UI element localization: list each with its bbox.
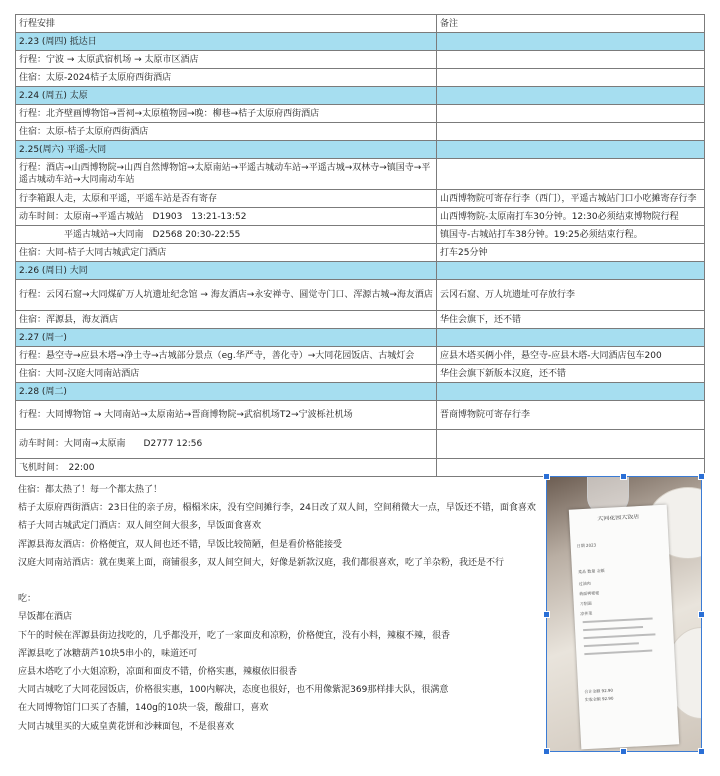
itinerary-table: [15, 14, 705, 477]
note-line[interactable]: 大同古城里买的大威皇黄花饼和沙棘面包，不是很喜欢: [18, 721, 235, 732]
remarks-cell[interactable]: 云冈石窟、万人坑遗址可存放行李: [437, 280, 705, 311]
note-line[interactable]: 在大同博物馆门口买了杏脯，140g的10块一袋，酸甜口，喜欢: [18, 703, 269, 714]
table-row: [16, 430, 705, 459]
resize-handle[interactable]: [543, 473, 550, 480]
receipt-line: 过油肉: [578, 580, 591, 587]
receipt-line: 刀削面: [579, 600, 592, 607]
remarks-cell[interactable]: [437, 105, 705, 123]
remarks-cell[interactable]: 镇国寺-古城站打车38分钟。19:25必须结束行程。: [437, 226, 705, 244]
itinerary-cell[interactable]: 行李箱跟人走，太原和平遥，平遥车站是否有寄存: [16, 190, 437, 208]
note-line[interactable]: 早饭都在酒店: [18, 612, 73, 623]
itinerary-cell[interactable]: 行程：大同博物馆 → 大同南站→太原南站→晋商博物院→武宿机场T2→宁波栎社机场: [16, 401, 437, 430]
note-line[interactable]: 桔子大同古城武定门酒店：双人间空间大很多，早饭面食喜欢: [18, 521, 262, 532]
table-row: [16, 244, 705, 262]
remarks-cell[interactable]: [437, 87, 705, 105]
receipt-paper: [569, 505, 679, 750]
remarks-cell[interactable]: [437, 69, 705, 87]
receipt-line: 实收金额 92.90: [584, 695, 614, 703]
remarks-cell[interactable]: [437, 141, 705, 159]
note-line[interactable]: 应县木塔吃了小大姐凉粉，凉面和面皮不错，价格实惠，辣椒依旧很香: [18, 667, 298, 677]
itinerary-cell[interactable]: 行程：云冈石窟→大同煤矿万人坑遗址纪念馆 → 海友酒店→永安禅寺、圆觉寺门口、浑源古城→海友酒店: [16, 280, 437, 311]
receipt-rule: [583, 617, 653, 623]
itinerary-cell[interactable]: 动车时间：太原南→平遥古城站 D1903 13:21-13:52: [16, 208, 437, 226]
receipt-line: 合计金额 92.90: [584, 687, 614, 695]
table-row: [16, 280, 705, 311]
remarks-cell[interactable]: 晋商博物院可寄存行李: [437, 401, 705, 430]
itinerary-cell[interactable]: 2.25(周六) 平遥-大同: [16, 141, 437, 159]
itinerary-cell[interactable]: 飞机时间： 22:00: [16, 459, 437, 477]
note-line[interactable]: 住宿：都太热了！每一个都太热了！: [18, 485, 163, 495]
resize-handle[interactable]: [620, 748, 627, 755]
header-remarks[interactable]: 备注: [437, 15, 705, 33]
itinerary-cell[interactable]: 平遥古城站→大同南 D2568 20:30-22:55: [16, 226, 437, 244]
note-line[interactable]: 浑源县海友酒店：价格便宜，双人间也还不错，早饭比较简陋，但是看价格能接受: [18, 539, 343, 550]
receipt-rule: [583, 626, 643, 631]
itinerary-cell[interactable]: 住宿：太原-2024桔子太原府西街酒店: [16, 69, 437, 87]
note-line[interactable]: 桔子太原府西街酒店：23日住的亲子房，榻榻米床，没有空间摊行李，24日改了双人间，空间稍微大一点，早饭还不错，面食喜欢: [18, 503, 536, 514]
itinerary-cell[interactable]: 住宿：浑源县，海友酒店: [16, 311, 437, 329]
remarks-cell[interactable]: [437, 383, 705, 401]
itinerary-cell[interactable]: 行程：宁波 → 太原武宿机场 → 太原市区酒店: [16, 51, 437, 69]
note-line[interactable]: 下午的时候在浑源县街边找吃的，几乎都没开，吃了一家面皮和凉粉，价格便宜，没有小料，辣椒不辣，很香: [18, 630, 451, 641]
remarks-cell[interactable]: [437, 262, 705, 280]
remarks-cell[interactable]: 华住会旗下，还不错: [437, 311, 705, 329]
resize-handle[interactable]: [698, 748, 705, 755]
receipt-image[interactable]: [546, 476, 702, 752]
receipt-photo: [547, 477, 701, 751]
resize-handle[interactable]: [620, 473, 627, 480]
remarks-cell[interactable]: [437, 159, 705, 190]
table-row: [16, 365, 705, 383]
remarks-cell[interactable]: [437, 459, 705, 477]
remarks-cell[interactable]: [437, 51, 705, 69]
day-header-row: [16, 87, 705, 105]
itinerary-cell[interactable]: 住宿：大同-桔子大同古城武定门酒店: [16, 244, 437, 262]
remarks-cell[interactable]: [437, 329, 705, 347]
table-row: [16, 69, 705, 87]
itinerary-cell[interactable]: 行程：悬空寺→应县木塔→净土寺→古城部分景点（eg.华严寺，善化寺）→大同花园饭店、古城灯会: [16, 347, 437, 365]
resize-handle[interactable]: [543, 611, 550, 618]
resize-handle[interactable]: [698, 611, 705, 618]
table-row: [16, 347, 705, 365]
receipt-line: 凉拌菜: [580, 610, 593, 617]
remarks-cell[interactable]: 华住会旗下新版本汉庭，还不错: [437, 365, 705, 383]
itinerary-cell[interactable]: 2.27 (周一): [16, 329, 437, 347]
itinerary-cell[interactable]: 行程：北齐壁画博物馆→晋祠→太原植物园→晚：柳巷→桔子太原府西街酒店: [16, 105, 437, 123]
table-header-row: [16, 15, 705, 33]
itinerary-cell[interactable]: 动车时间：大同南→太原南 D2777 12:56: [16, 430, 437, 459]
remarks-cell[interactable]: 应县木塔买俩小伴，悬空寺-应县木塔-大同酒店包车200: [437, 347, 705, 365]
itinerary-cell[interactable]: 2.24 (周五) 太原: [16, 87, 437, 105]
itinerary-cell[interactable]: 住宿：太原-桔子太原府西街酒店: [16, 123, 437, 141]
receipt-line: 菜品 数量 金额: [577, 567, 605, 575]
table-row: [16, 311, 705, 329]
table-row: [16, 190, 705, 208]
note-line[interactable]: 吃：: [18, 594, 37, 605]
resize-handle[interactable]: [698, 473, 705, 480]
remarks-cell[interactable]: 打车25分钟: [437, 244, 705, 262]
remarks-cell[interactable]: 山西博物院可寄存行李（西门），平遥古城站门口小吃摊寄存行李: [437, 190, 705, 208]
receipt-rule: [583, 633, 655, 639]
day-header-row: [16, 262, 705, 280]
table-row: [16, 105, 705, 123]
receipt-line: 莜面栲栳栳: [579, 590, 600, 597]
itinerary-cell[interactable]: 2.26 (周日) 大同: [16, 262, 437, 280]
day-header-row: [16, 329, 705, 347]
note-line[interactable]: 浑源县吃了冰糖葫芦10块5串小的，味道还可: [18, 648, 198, 659]
receipt-line: 日期 2023: [576, 542, 597, 549]
table-row: [16, 123, 705, 141]
remarks-cell[interactable]: [437, 430, 705, 459]
receipt-title: 大同花园大饭店: [597, 513, 640, 523]
remarks-cell[interactable]: [437, 33, 705, 51]
table-row: [16, 226, 705, 244]
itinerary-cell[interactable]: 住宿：大同-汉庭大同南站酒店: [16, 365, 437, 383]
remarks-cell[interactable]: [437, 123, 705, 141]
table-row: [16, 159, 705, 190]
receipt-rule: [584, 650, 652, 656]
day-header-row: [16, 383, 705, 401]
table-row: [16, 208, 705, 226]
itinerary-cell[interactable]: 2.23 (周四) 抵达日: [16, 33, 437, 51]
note-line[interactable]: 大同古城吃了大同花园饭店，价格很实惠，100内解决，态度也很好，也不用像紫泥369那样排大队，很满意: [18, 685, 449, 696]
day-header-row: [16, 141, 705, 159]
header-itinerary[interactable]: 行程安排: [16, 15, 437, 33]
remarks-cell[interactable]: 山西博物院-太原南打车30分钟。12:30必须结束博物院行程: [437, 208, 705, 226]
table-row: [16, 459, 705, 477]
table-row: [16, 51, 705, 69]
resize-handle[interactable]: [543, 748, 550, 755]
itinerary-cell[interactable]: 2.28 (周二): [16, 383, 437, 401]
receipt-rule: [584, 642, 639, 647]
day-header-row: [16, 33, 705, 51]
table-row: [16, 401, 705, 430]
note-line[interactable]: 汉庭大同南站酒店：就在奥莱上面，商铺很多，双人间空间大，好像是新款汉庭，我们都很喜欢，吃了羊杂粉，我还是不行: [18, 557, 505, 568]
itinerary-cell[interactable]: 行程：酒店→山西博物院→山西自然博物馆→太原南站→平遥古城动车站→平遥古城→双林寺→镇国寺→平遥古城动车站→大同南动车站: [16, 159, 437, 190]
